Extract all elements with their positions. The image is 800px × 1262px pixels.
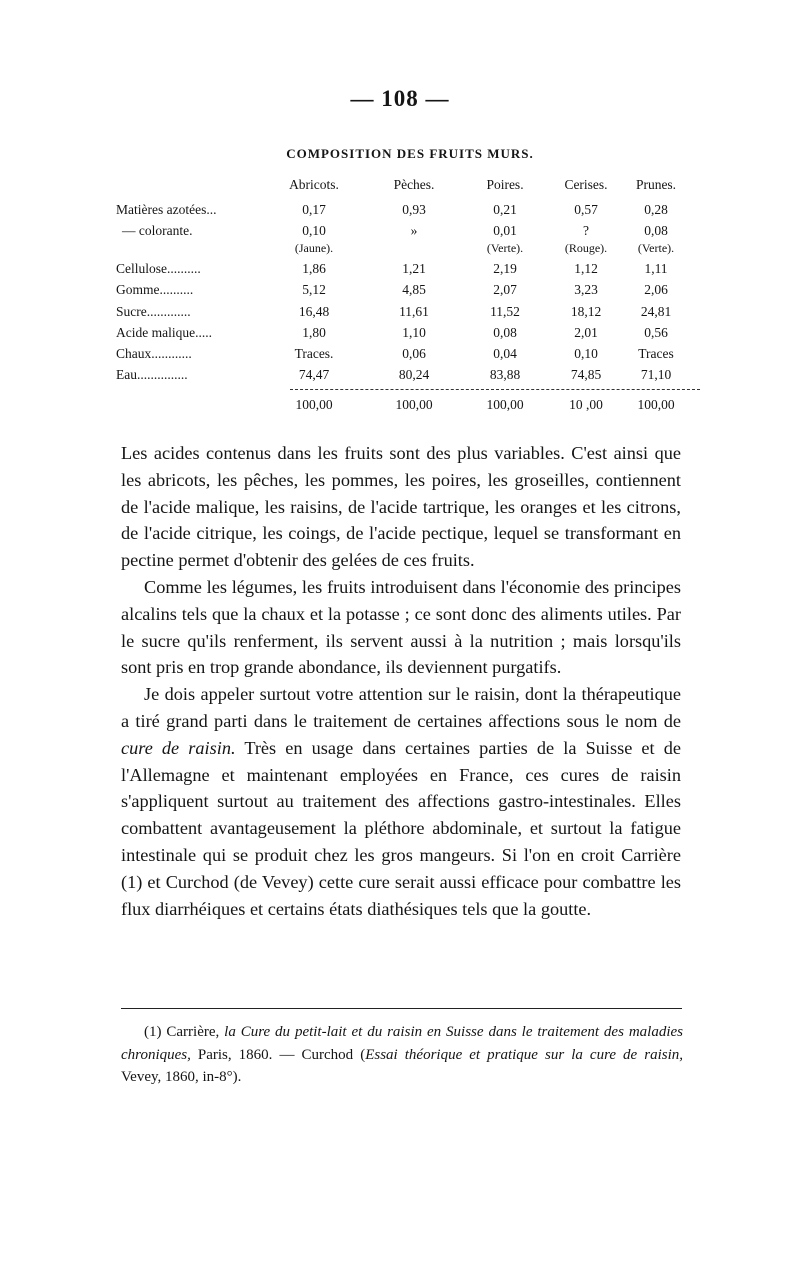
table-cell: 0,01: [493, 223, 517, 238]
table-row: [0, 261, 800, 281]
row-label: Acide malique.....: [116, 325, 212, 340]
table-cell: 16,48: [298, 304, 330, 319]
body-text: [121, 440, 681, 922]
page-number: — 108 —: [350, 86, 450, 111]
table-cell: 71,10: [640, 367, 672, 382]
table-cell: 1,12: [574, 261, 598, 276]
footnote-title: Essai théorique et pratique sur la cure de raisin,: [365, 1046, 683, 1063]
table-row: [0, 202, 800, 222]
footnote-part: (1) Carrière,: [144, 1024, 225, 1040]
table-cell: 3,23: [574, 282, 598, 297]
table-cell: 2,01: [574, 325, 598, 340]
paragraph: Les acides contenus dans les fruits sont des plus variables. C'est ainsi que les abricots, les pêches, les pommes, les poires, les groseilles, contiennent de l'acide malique, les raisins, de l'acide tartrique, les oranges et les citrons, de l'acide citrique, les coings, de l'acide pectique, lequel se transformant en pectine permet d'obtenir des gelées de ces fruits.: [121, 443, 681, 571]
table-cell: 0,57: [574, 202, 598, 217]
table-row: [0, 325, 800, 345]
footnote: [121, 1021, 683, 1089]
table-cell: 1,11: [644, 261, 668, 276]
total-cell: 100,00: [295, 397, 333, 412]
paragraph-text: Je dois appeler surtout votre attention sur le raisin, dont la thérapeutique a tiré grand parti dans le traitement de certaines affections sous le nom de: [121, 684, 681, 731]
row-label: Eau...............: [116, 367, 188, 382]
table-sum-rule: [290, 389, 700, 390]
column-header: Prunes.: [635, 177, 677, 192]
table-row: [0, 304, 800, 324]
table-cell: Traces: [638, 346, 674, 361]
table-row: [0, 241, 800, 261]
table-cell: 0,06: [402, 346, 426, 361]
table-cell: 4,85: [402, 282, 426, 297]
table-cell: 74,85: [570, 367, 602, 382]
table-cell: ?: [583, 223, 589, 238]
table-cell: 2,19: [493, 261, 517, 276]
paragraph-text: Très en usage dans certaines parties de la Suisse et de l'Allemagne et maintenant employées en France, ces cures de raisin s'appliquent surtout au traitement des affections gastro-intestinales. Elles combattent avantageusement la pléthore abdominale, et surtout la fatigue intestinale qui se produit chez les gros mangeurs. Si l'on en croit Carrière (1) et Curchod (de Vevey) cette cure serait aussi efficace pour combattre les flux diarrhéiques et certains états diathésiques tels que la goutte.: [121, 737, 681, 919]
table-cell: 0,04: [493, 346, 517, 361]
table-cell: 11,61: [399, 304, 429, 319]
footnote-text: [121, 1021, 683, 1089]
column-header: Poires.: [486, 177, 524, 192]
table-cell: 1,80: [302, 325, 326, 340]
row-label: — colorante.: [122, 223, 193, 238]
table-cell: (Jaune).: [294, 241, 334, 255]
table-totals-row: [0, 397, 800, 417]
table-cell: 0,10: [302, 223, 326, 238]
table-title: COMPOSITION DES FRUITS MURS.: [286, 146, 534, 161]
table-cell: (Verte).: [637, 241, 675, 255]
table-cell: 2,06: [644, 282, 668, 297]
row-label: Gomme..........: [116, 282, 194, 297]
footnote-rule: [121, 1008, 682, 1009]
column-header: Cerises.: [564, 177, 608, 192]
row-label: Sucre.............: [116, 304, 191, 319]
table-cell: 1,21: [402, 261, 426, 276]
paragraph: Comme les légumes, les fruits introduisent dans l'économie des principes alcalins tels que la chaux et la potasse ; ce sont donc des aliments utiles. Par le sucre qu'ils renferment, ils servent aussi à la nutrition ; mais lorsqu'ils sont pris en trop grande abondance, ils deviennent purgatifs.: [121, 576, 681, 678]
table-row: [0, 346, 800, 366]
total-cell: 100,00: [637, 397, 675, 412]
table-cell: 83,88: [489, 367, 521, 382]
footnote-part: Vevey, 1860, in-8°).: [121, 1069, 242, 1085]
table-cell: 18,12: [570, 304, 602, 319]
table-cell: 74,47: [298, 367, 330, 382]
row-label: Chaux............: [116, 346, 192, 361]
table-cell: 2,07: [493, 282, 517, 297]
table-cell: 5,12: [302, 282, 326, 297]
row-label: Cellulose..........: [116, 261, 201, 276]
footnote-part: Paris, 1860. — Curchod (: [190, 1046, 366, 1063]
table-row: [0, 367, 800, 387]
column-header: Pèches.: [393, 177, 435, 192]
footnote-title: la Cure du petit-lait et du raisin en Suisse dans le traitement des maladies chroniques,: [121, 1024, 683, 1063]
table-cell: 0,21: [493, 202, 517, 217]
table-row: [0, 223, 800, 243]
table-cell: 0,08: [493, 325, 517, 340]
table-cell: 0,08: [644, 223, 668, 238]
table-cell: 1,86: [302, 261, 326, 276]
table-cell: 0,28: [644, 202, 668, 217]
emphasis: cure de raisin.: [121, 737, 236, 758]
table-row: [0, 282, 800, 302]
table-cell: 0,10: [574, 346, 598, 361]
table-cell: 0,17: [302, 202, 326, 217]
table-cell: 11,52: [490, 304, 520, 319]
table-cell: »: [410, 223, 418, 238]
table-cell: (Rouge).: [564, 241, 608, 255]
table-cell: 0,56: [644, 325, 668, 340]
table-cell: 1,10: [402, 325, 426, 340]
table-cell: 80,24: [398, 367, 430, 382]
total-cell: 100,00: [395, 397, 433, 412]
table-cell: Traces.: [294, 346, 334, 361]
table-header-row: [0, 177, 800, 197]
total-cell: 100,00: [486, 397, 524, 412]
row-label: Matières azotées...: [116, 202, 217, 217]
table-cell: 24,81: [640, 304, 672, 319]
table-cell: (Verte).: [486, 241, 524, 255]
column-header: Abricots.: [289, 177, 339, 192]
table-cell: 0,93: [402, 202, 426, 217]
total-cell: 10 ,00: [569, 397, 603, 412]
paragraph: [121, 681, 681, 922]
